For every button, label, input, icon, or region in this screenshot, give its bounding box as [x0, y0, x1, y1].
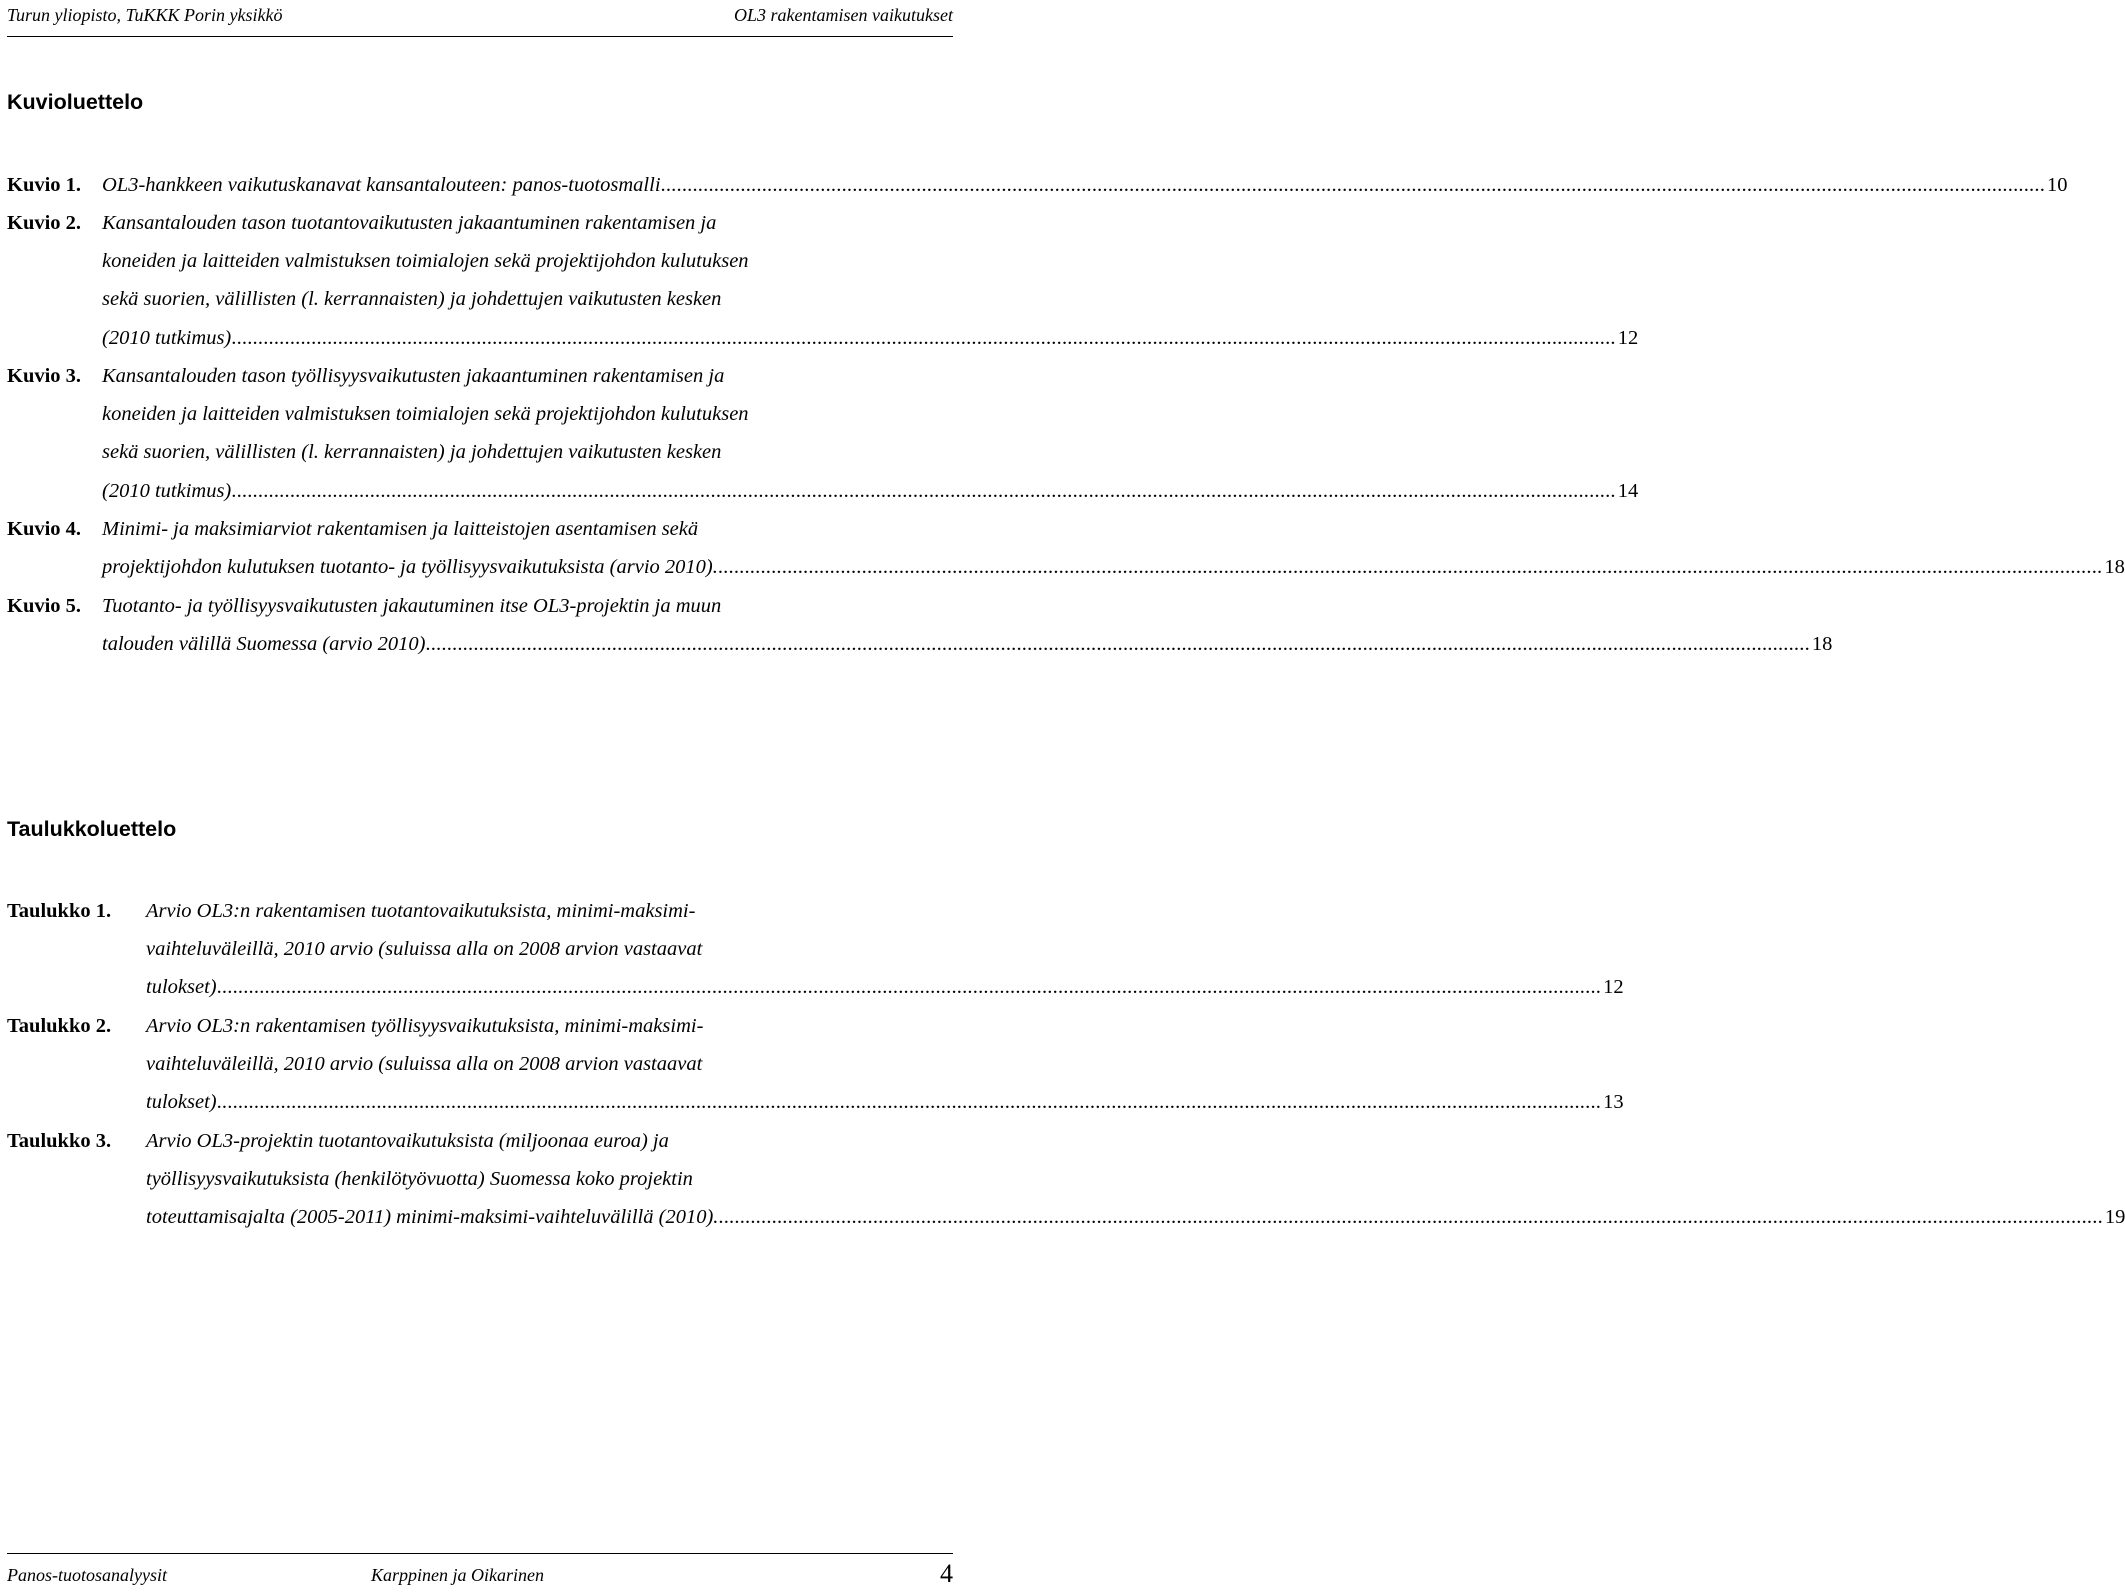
entry-page-number: 18: [1811, 633, 1833, 656]
entry-title: [102, 587, 1833, 663]
entry-title-line: sekä suorien, välillisten (l. kerrannaisten) ja johdettujen vaikutusten kesken: [102, 288, 722, 311]
entry-title-line: koneiden ja laitteiden valmistuksen toimialojen sekä projektijohdon kulutuksen: [102, 403, 749, 426]
table-entry-1: [7, 892, 1624, 1007]
entry-page-number: 12: [1617, 326, 1639, 349]
dot-leader: ....................................................................................................................................................................................................................................................................: [216, 1091, 1602, 1114]
entry-title: [146, 892, 1624, 1007]
entry-title: [146, 1007, 1624, 1122]
entry-title: [102, 510, 2125, 586]
entry-title-line: (2010 tutkimus): [102, 326, 232, 349]
entry-title-line: Minimi- ja maksimiarviot rakentamisen ja laitteistojen asentamisen sekä: [102, 518, 699, 540]
entry-page-number: 19: [2104, 1206, 2125, 1229]
entry-title-line: Tuotanto- ja työllisyysvaikutusten jakautuminen itse OL3-projektin ja muun: [102, 595, 722, 617]
entry-last-line: [102, 166, 2068, 204]
entry-page-number: 18: [2104, 556, 2125, 579]
figure-entry-3: [7, 357, 1639, 510]
table-entry-3: [7, 1122, 2125, 1237]
entry-title-line: projektijohdon kulutuksen tuotanto- ja työllisyysvaikutuksista (arvio 2010).: [102, 556, 718, 579]
entry-page-number: 12: [1603, 976, 1624, 999]
dot-leader: ....................................................................................................................................................................................................................................................................: [425, 633, 1810, 656]
entry-title-line: Kansantalouden tason tuotantovaikutusten jakaantuminen rakentamisen ja: [102, 212, 717, 234]
dot-leader: ....................................................................................................................................................................................................................................................................: [718, 1206, 2103, 1229]
entry-title-line: vaihteluväleillä, 2010 arvio (suluissa alla on 2008 arvion vastaavat: [146, 1053, 703, 1076]
page-footer: [7, 1553, 953, 1594]
entry-label: Kuvio 4.: [7, 518, 82, 540]
entry-title-line: (2010 tutkimus): [102, 479, 232, 502]
table-entry-2: [7, 1007, 1624, 1122]
entry-title: [102, 357, 1639, 510]
footer-section-title: Panos-tuotosanalyysit: [7, 1565, 167, 1585]
entry-title-line: toteuttamisajalta (2005-2011) minimi-maksimi-vaihteluvälillä (2010).: [146, 1206, 719, 1229]
entry-label: Taulukko 3.: [7, 1130, 112, 1152]
dot-leader: ....................................................................................................................................................................................................................................................................: [216, 976, 1602, 999]
footer-authors: Karppinen ja Oikarinen: [371, 1565, 544, 1585]
figure-entry-1: [7, 166, 2068, 204]
page-header: [7, 0, 953, 37]
entry-title-line: tulokset): [146, 976, 217, 999]
entry-last-line: [102, 319, 1639, 357]
entry-page-number: 13: [1603, 1091, 1624, 1114]
entry-label: Taulukko 1.: [7, 900, 112, 922]
entry-page-number: 10: [2047, 174, 2068, 196]
entry-label: Kuvio 3.: [7, 365, 82, 387]
entry-title-line: Arvio OL3:n rakentamisen tuotantovaikutuksista, minimi-maksimi-: [146, 900, 696, 922]
header-institution: Turun yliopisto, TuKKK Porin yksikkö: [7, 5, 283, 25]
entry-label: Taulukko 2.: [7, 1015, 112, 1037]
entry-last-line: [102, 625, 1833, 663]
entry-title: [102, 166, 2068, 204]
entry-last-line: [146, 1083, 1624, 1121]
entry-title-line: Kansantalouden tason työllisyysvaikutusten jakaantuminen rakentamisen ja: [102, 365, 725, 387]
entry-last-line: [146, 968, 1624, 1006]
entry-title-line: vaihteluväleillä, 2010 arvio (suluissa alla on 2008 arvion vastaavat: [146, 938, 703, 961]
entry-title-line: sekä suorien, välillisten (l. kerrannaisten) ja johdettujen vaikutusten kesken: [102, 441, 722, 464]
header-report-title: OL3 rakentamisen vaikutukset: [734, 5, 953, 25]
entry-title-line: OL3-hankkeen vaikutuskanavat kansantalouteen: panos-tuotosmalli: [102, 174, 661, 196]
entry-title: [146, 1122, 2125, 1237]
entry-title-line: koneiden ja laitteiden valmistuksen toimialojen sekä projektijohdon kulutuksen: [102, 250, 749, 273]
figure-entry-5: [7, 587, 1833, 663]
figure-entry-2: [7, 204, 1639, 357]
entry-last-line: [102, 548, 2125, 586]
entry-title: [102, 204, 1639, 357]
figures-list-heading: Kuvioluettelo: [7, 90, 144, 114]
entry-label: Kuvio 5.: [7, 595, 82, 617]
entry-title-line: Arvio OL3:n rakentamisen työllisyysvaikutuksista, minimi-maksimi-: [146, 1015, 704, 1037]
page-number: 4: [940, 1559, 953, 1588]
entry-label: Kuvio 2.: [7, 212, 82, 234]
entry-last-line: [146, 1198, 2125, 1236]
tables-list-heading: Taulukkoluettelo: [7, 817, 177, 841]
dot-leader: ....................................................................................................................................................................................................................................................................: [660, 174, 2046, 196]
entry-title-line: Arvio OL3-projektin tuotantovaikutuksista (miljoonaa euroa) ja: [146, 1130, 669, 1152]
entry-label: Kuvio 1.: [7, 174, 82, 196]
dot-leader: ....................................................................................................................................................................................................................................................................: [231, 479, 1616, 502]
entry-last-line: [102, 472, 1639, 510]
entry-page-number: 14: [1617, 479, 1639, 502]
entry-title-line: tulokset): [146, 1091, 217, 1114]
entry-title-line: talouden välillä Suomessa (arvio 2010): [102, 633, 426, 656]
figure-entry-4: [7, 510, 2125, 586]
dot-leader: ....................................................................................................................................................................................................................................................................: [231, 326, 1616, 349]
dot-leader: ....................................................................................................................................................................................................................................................................: [717, 556, 2103, 579]
entry-title-line: työllisyysvaikutuksista (henkilötyövuotta) Suomessa koko projektin: [146, 1168, 693, 1191]
